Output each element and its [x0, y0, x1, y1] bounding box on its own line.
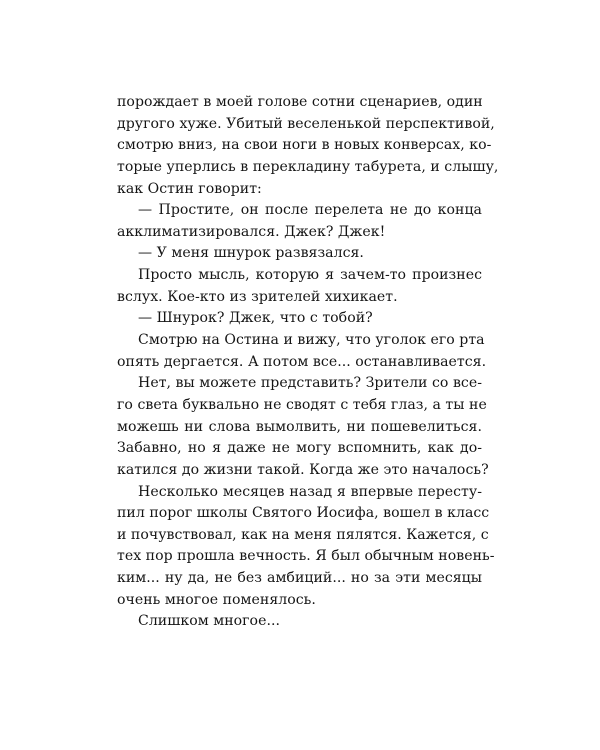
- text-line-17: Забавно, но я даже не могу вспомнить, как до-: [117, 440, 482, 457]
- text-line-23: ким... ну да, не без амбиций... но за эти месяцы: [117, 570, 482, 587]
- text-line-9: Просто мысль, которую я зачем-то произнес: [138, 267, 482, 284]
- text-line-13: опять дергается. А потом все... останавливается.: [117, 353, 487, 370]
- text-line-21: и почувствовал, как на меня пялятся. Кажется, с: [117, 526, 489, 543]
- text-line-11: — Шнурок? Джек, что с тобой?: [138, 310, 373, 327]
- text-line-18: катился до жизни такой. Когда же это началось?: [117, 461, 489, 478]
- text-line-10: вслух. Кое-кто из зрителей хихикает.: [117, 288, 398, 305]
- text-line-8: — У меня шнурок развязался.: [138, 245, 364, 262]
- text-line-5: как Остин говорит:: [117, 180, 262, 197]
- text-line-7: акклиматизировался. Джек? Джек!: [117, 223, 386, 240]
- text-line-1: порождает в моей голове сотни сценариев, один: [117, 94, 483, 110]
- text-line-15: го света буквально не сводят с тебя глаз, а ты не: [117, 396, 487, 413]
- text-line-20: пил порог школы Святого Иосифа, вошел в класс: [117, 505, 490, 522]
- text-line-4: торые уперлись в перекладину табурета, и слышу,: [117, 158, 499, 175]
- text-line-16: можешь ни слова вымолвить, ни пошевелиться.: [117, 418, 482, 435]
- text-line-25: Слишком многое...: [138, 613, 280, 630]
- text-line-14: Нет, вы можете представить? Зрители со все-: [138, 375, 482, 392]
- text-line-3: смотрю вниз, на свои ноги в новых конверсах, ко-: [117, 137, 492, 154]
- text-line-6: — Простите, он после перелета не до конца: [138, 202, 482, 219]
- page-text: [117, 92, 499, 633]
- text-line-24: очень многое поменялось.: [117, 591, 316, 608]
- text-line-12: Смотрю на Остина и вижу, что уголок его рта: [138, 332, 485, 349]
- text-line-2: другого хуже. Убитый веселенькой перспективой,: [117, 115, 495, 132]
- text-line-22: тех пор прошла вечность. Я был обычным новень-: [117, 548, 495, 565]
- text-line-19: Несколько месяцев назад я впервые пересту-: [138, 483, 482, 500]
